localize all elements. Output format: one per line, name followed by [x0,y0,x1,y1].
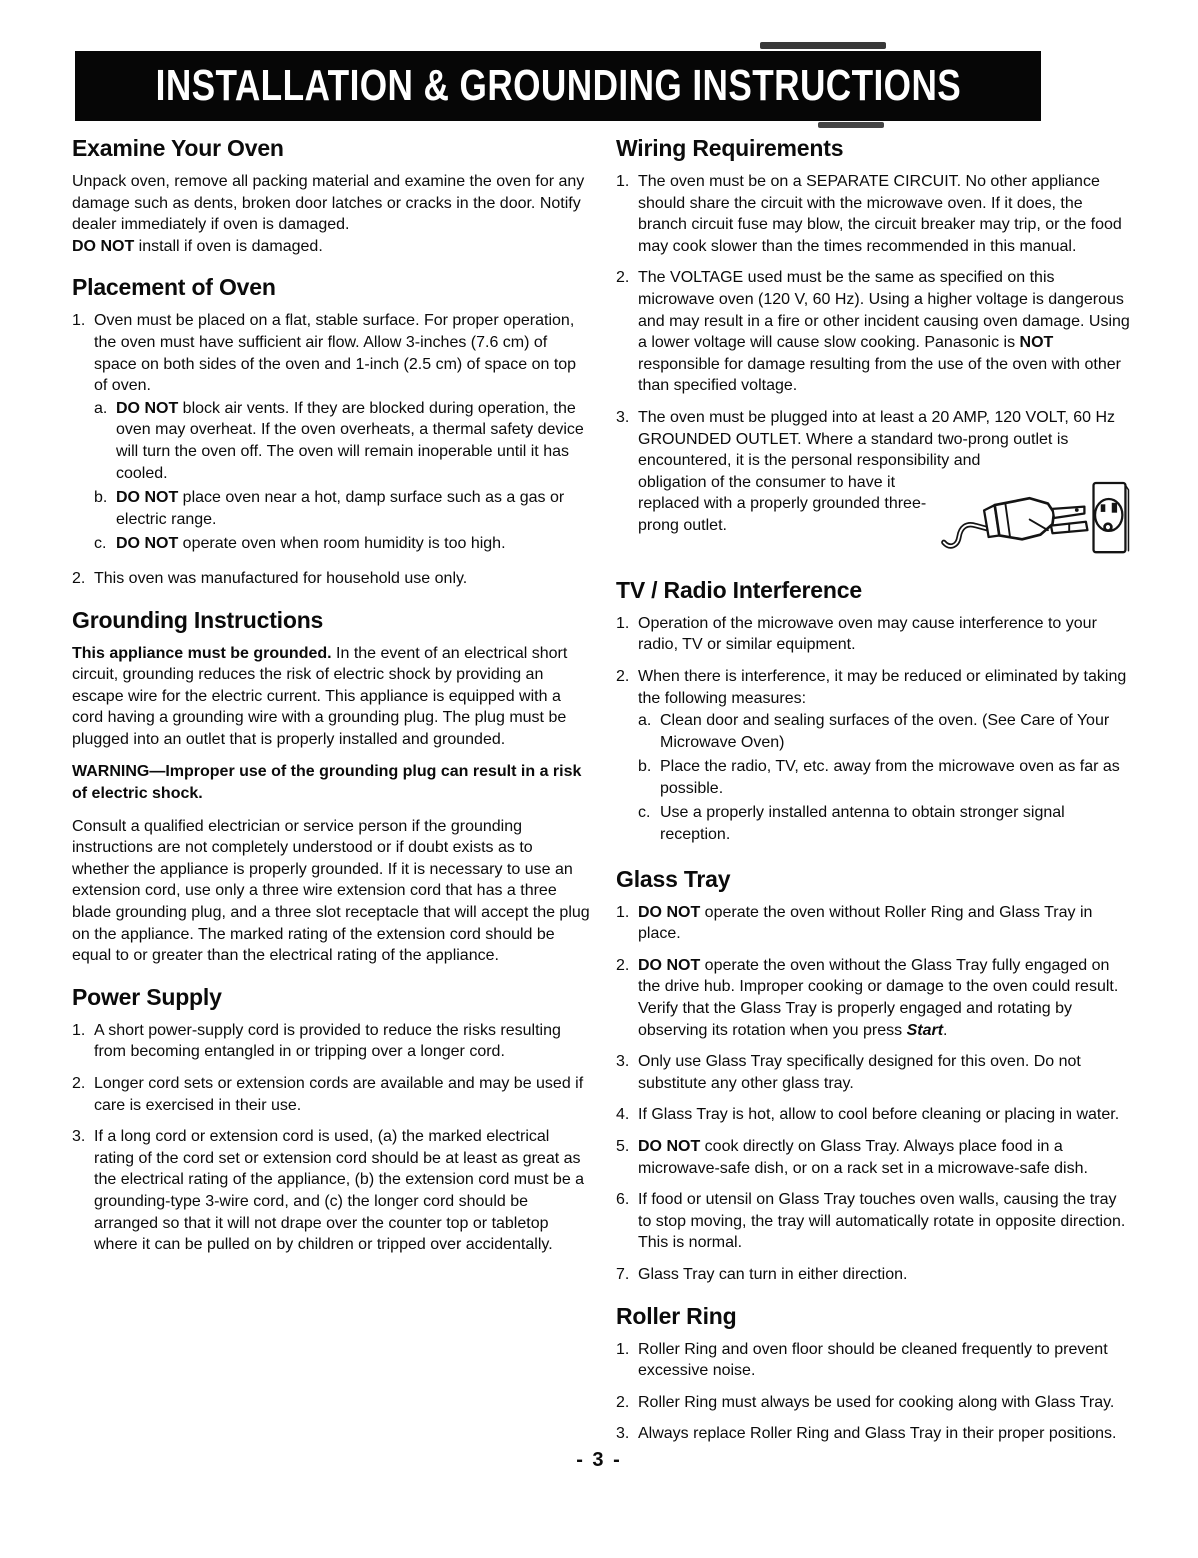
heading-power-supply: Power Supply [72,983,222,1010]
item-body: If Glass Tray is hot, allow to cool before cleaning or placing in water. [638,1106,1120,1124]
section-wiring-requirements [616,135,1134,560]
sub-item-text: place oven near a hot, damp surface such as a gas or electric range. [116,489,565,528]
sub-item-letter: c. [94,535,107,553]
item-number: 2. [616,667,630,685]
bold-do-not: DO NOT [72,237,135,255]
section-tv-radio-interference [616,577,1134,849]
grounded-outlet-icon [1094,483,1129,552]
list-item [616,955,1134,1041]
bold-do-not: DO NOT [116,535,179,553]
heading-wiring-requirements: Wiring Requirements [616,135,844,161]
left-column [72,131,592,1266]
scan-artifact [818,122,884,128]
item-number: 1. [616,1340,630,1358]
list-item [616,1104,1134,1126]
sub-item-letter: b. [94,489,108,507]
item-body: Always replace Roller Ring and Glass Tray in their proper positions. [638,1425,1117,1443]
item-number: 4. [616,1106,630,1124]
power-cord-icon [944,524,987,545]
sub-item-letter: b. [638,758,652,776]
sub-item-text: block air vents. If they are blocked during operation, the oven may overheat. If the oven overheats, a thermal safety device will turn the oven off. The oven will remain inoperable until it has cooled. [116,399,584,482]
bold-do-not: DO NOT [116,399,179,417]
item-body: Roller Ring must always be used for cooking along with Glass Tray. [638,1393,1115,1411]
item-text: The VOLTAGE used must be the same as specified on this microwave oven (120 V, 60 Hz). Using a higher voltage is dangerous and may result in a fire or other incident causing oven damage. Using a lower voltage will cause slow cooking. Panasonic is [638,269,1130,352]
page-number: - 3 - [576,1449,622,1471]
item-number: 3. [616,1053,630,1071]
sub-item-letter: a. [94,399,108,417]
list-item [72,1073,592,1116]
section-power-supply [72,984,592,1256]
item-number: 2. [72,569,86,587]
scan-artifact [760,42,886,49]
list-item [616,1136,1134,1179]
paragraph-text: Unpack oven, remove all packing material and examine the oven for any damage such as dents, broken door latches or cracks in the door. Notify dealer immediately if oven is damaged. [72,173,585,234]
sub-item-text: operate oven when room humidity is too high. [178,535,506,553]
item-text: obligation of the consumer to have it replaced with a properly grounded three-prong outlet. [638,473,927,534]
sub-item [94,398,592,484]
list-item [616,1264,1134,1286]
list-item [616,666,1134,849]
item-body: If food or utensil on Glass Tray touches oven walls, causing the tray to stop moving, the tray will automatically rotate in opposite direction. This is normal. [638,1191,1126,1252]
sub-item-body: Use a properly installed antenna to obtain stronger signal reception. [660,804,1065,844]
plug-and-outlet-illustration [940,476,1130,560]
item-number: 1. [72,312,86,330]
list-item [72,1126,592,1256]
list-item [616,1051,1134,1094]
paragraph-text: install if oven is damaged. [134,237,323,255]
item-number: 3. [616,408,630,426]
item-number: 1. [616,173,630,190]
item-number: 2. [616,1393,630,1411]
item-body [638,1136,1134,1179]
sub-item-letter: c. [638,804,651,822]
item-body: This oven was manufactured for household use only. [94,569,468,587]
item-text: operate the oven without the Glass Tray fully engaged on the drive hub. Improper cooking or damage to the oven could result. Verify that the Glass Tray is properly engaged and rotating by observing its rotation when you press [638,956,1119,1039]
list-item [616,267,1134,397]
list-item [616,171,1134,257]
sub-item [94,533,592,555]
paragraph: Consult a qualified electrician or service person if the grounding instructions are not completely understood or if doubt exists as to whether the appliance is properly grounded. If it is necessary to use an extension cord, use only a three wire extension cord that has a three blade grounding plug, and a three slot receptacle that will accept the plug on the appliance. The marked rating of the extension cord should be equal to or greater than the electrical rating of the appliance. [72,817,590,965]
item-body [94,310,592,558]
item-body [638,955,1134,1041]
item-number: 3. [616,1425,630,1443]
bold-do-not: DO NOT [638,903,701,921]
section-placement-of-oven [72,274,592,589]
item-body [638,267,1134,397]
bold-do-not: DO NOT [116,489,179,507]
item-number: 1. [616,903,630,921]
three-prong-plug-icon [984,498,1087,539]
item-body: If a long cord or extension cord is used, (a) the marked electrical rating of the cord set or extension cord should be at least as great as the electrical rating of the appliance, (b) the extension cord must be a grounding-type 3-wire cord, and (c) the longer cord should be arranged so that it will not drape over the counter top or tabletop where it can be pulled on by children or tripped over accidentally. [94,1128,585,1254]
section-roller-ring [616,1303,1134,1445]
heading-placement-of-oven: Placement of Oven [72,274,276,301]
list-item [616,1189,1134,1254]
list-item [72,310,592,558]
list-item [616,613,1134,656]
sub-item [638,710,1134,753]
item-number: 2. [616,269,630,287]
item-number: 6. [616,1191,630,1209]
item-number: 2. [72,1075,86,1092]
item-number: 1. [616,614,630,632]
paragraph [72,643,592,751]
paragraph-text: In the event of an electrical short circuit, grounding reduces the risk of electric shock by providing an escape wire for the electric current. This appliance is equipped with a cord having a grounding wire with a grounding plug. The plug must be plugged into an outlet that is properly installed and grounded. [72,644,568,748]
list-item [72,1020,592,1063]
item-body: The oven must be on a SEPARATE CIRCUIT. No other appliance should share the circuit with the microwave oven. If it does, the branch circuit fuse may blow, the circuit breaker may trip, or the food may cook slower than the times recommended in this manual. [638,173,1122,255]
item-text: The oven must be plugged into at least a 20 AMP, 120 VOLT, 60 Hz GROUNDED OUTLET. Where a standard two-prong outlet is encountered, it is the personal responsibility and [638,408,1116,470]
heading-tv-radio-interference: TV / Radio Interference [616,576,862,603]
item-text: cook directly on Glass Tray. Always place food in a microwave-safe dish, or on a rack set in a microwave-safe dish. [638,1138,1088,1177]
list-item [616,1339,1134,1382]
page-title: INSTALLATION & GROUNDING INSTRUCTIONS [155,61,961,110]
heading-glass-tray: Glass Tray [616,865,731,892]
section-examine-your-oven [72,135,592,257]
item-text: responsible for damage resulting from the use of the oven with other than specified voltage. [638,355,1121,395]
item-text: Oven must be placed on a flat, stable surface. For proper operation, the oven must have sufficient air flow. Allow 3-inches (7.6 cm) of space on both sides of the oven and 1-inch (2.5 cm) of space on top of oven. [94,312,577,395]
paragraph [72,171,592,257]
title-banner [75,51,1041,121]
item-text: When there is interference, it may be reduced or eliminated by taking the following measures: [638,667,1127,707]
list-item [616,1423,1134,1445]
sub-item-body [116,487,592,530]
item-body: Only use Glass Tray specifically designed for this oven. Do not substitute any other glass tray. [638,1053,1081,1092]
item-body: Longer cord sets or extension cords are available and may be used if care is exercised in their use. [94,1075,584,1114]
list-item [616,902,1134,945]
item-body: Glass Tray can turn in either direction. [638,1265,908,1283]
item-body [638,407,1134,560]
section-grounding-instructions [72,607,592,967]
sub-item-body [116,533,592,555]
sub-item [94,487,592,530]
item-text: operate the oven without Roller Ring and Glass Tray in place. [638,903,1093,943]
heading-roller-ring: Roller Ring [616,1302,737,1329]
sub-item-body: Clean door and sealing surfaces of the oven. (See Care of Your Microwave Oven) [660,712,1110,751]
item-text: . [943,1021,948,1039]
sub-item [638,802,1134,845]
item-body [638,902,1134,945]
item-number: 3. [72,1128,86,1146]
item-body: Operation of the microwave oven may cause interference to your radio, TV or similar equipment. [638,614,1097,654]
item-body: Roller Ring and oven floor should be cleaned frequently to prevent excessive noise. [638,1340,1108,1380]
list-item [72,568,592,590]
item-number: 1. [72,1021,86,1039]
bold-do-not: DO NOT [638,1138,701,1155]
start-button-reference: Start [906,1021,944,1039]
text-with-illustration [638,472,1134,560]
sub-item [638,756,1134,799]
heading-examine-your-oven: Examine Your Oven [72,135,284,161]
bold-not: NOT [1019,334,1054,352]
right-column [616,131,1134,1455]
sub-item-body: Place the radio, TV, etc. away from the microwave oven as far as possible. [660,758,1120,797]
sub-item-letter: a. [638,712,652,730]
list-item [616,1392,1134,1414]
item-body: A short power-supply cord is provided to reduce the risks resulting from becoming entangled in or tripping over a longer cord. [94,1021,561,1061]
bold-do-not: DO NOT [638,956,701,974]
sub-item-body [116,398,592,484]
heading-grounding-instructions: Grounding Instructions [72,606,324,633]
item-number: 2. [616,956,630,974]
item-body [638,666,1134,849]
warning-paragraph: WARNING—Improper use of the grounding plug can result in a risk of electric shock. [72,763,582,803]
item-number: 5. [616,1138,630,1155]
item-number: 7. [616,1265,630,1283]
list-item [616,407,1134,560]
bold-lead: This appliance must be grounded. [72,644,332,662]
section-glass-tray [616,866,1134,1286]
